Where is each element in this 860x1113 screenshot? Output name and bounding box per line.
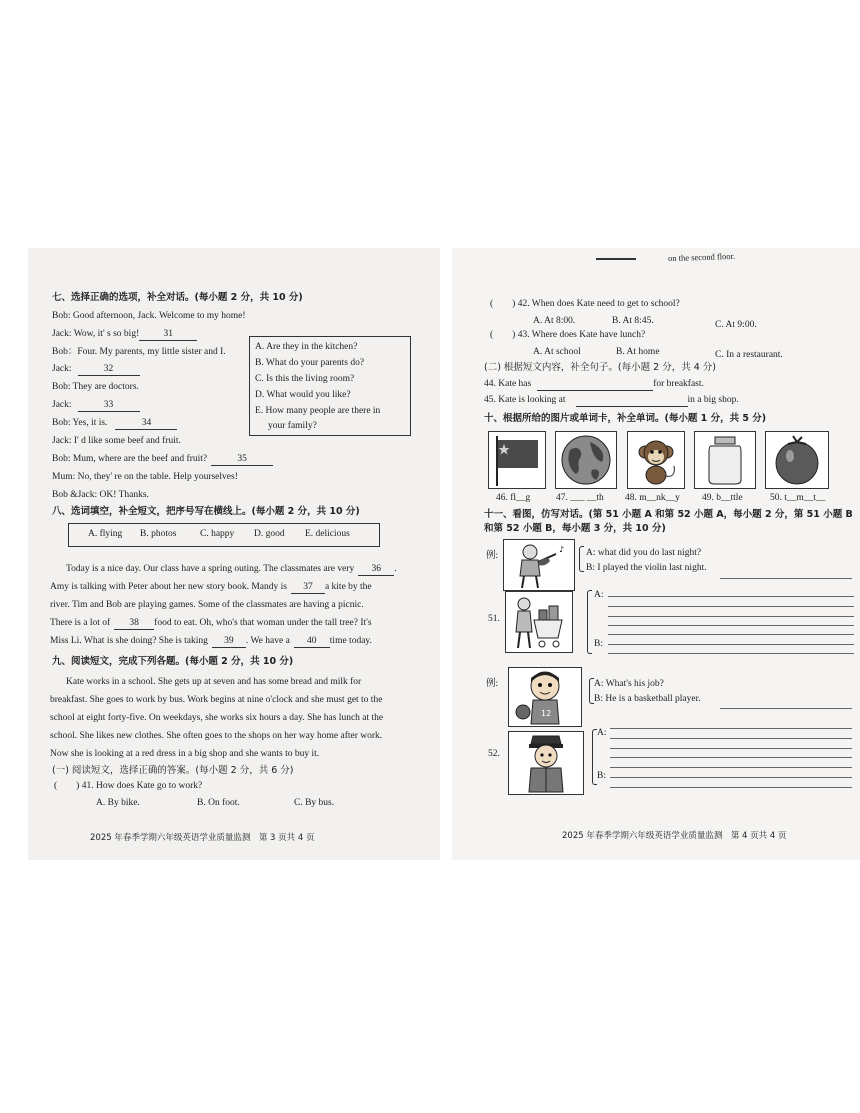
passage-line: school at eight forty-five. On weekdays, she works six hours a day. She has lunch at the bbox=[50, 713, 384, 723]
dialog-line: Bob: Good afternoon, Jack. Welcome to my home! bbox=[52, 311, 246, 321]
word-option: C. happy bbox=[200, 529, 235, 539]
dialog-line: Jack: Wow, it' s so big! 31 bbox=[52, 328, 197, 341]
q43-option-b[interactable]: B. At home bbox=[616, 347, 660, 357]
q51-b-label: B: bbox=[594, 639, 603, 649]
sub-section-1-title: (一) 阅读短文，选择正确的答案。(每小题 2 分，共 6 分) bbox=[52, 765, 294, 776]
word-47[interactable]: 47. ___ __th bbox=[556, 493, 604, 503]
answer-line[interactable] bbox=[610, 757, 852, 758]
answer-44-blank[interactable] bbox=[537, 378, 653, 391]
dialog-line: Bob：Four. My parents, my little sister and I. bbox=[52, 347, 226, 357]
passage-line: breakfast. She goes to work by bus. Work begins at nine o'clock and she must get to the bbox=[50, 695, 383, 705]
page-footer-right: 2025 年春季学期六年级英语学业质量监测 第 4 页共 4 页 bbox=[562, 831, 787, 841]
passage-line: Today is a nice day. Our class have a spring outing. The classmates are very 36 . bbox=[66, 564, 397, 574]
answer-line[interactable] bbox=[610, 728, 852, 729]
answer-45-blank[interactable] bbox=[576, 394, 688, 407]
flag-picture bbox=[488, 431, 546, 489]
section-7-title: 七、选择正确的选项，补全对话。(每小题 2 分，共 10 分) bbox=[52, 292, 303, 303]
tomato-picture bbox=[765, 431, 829, 489]
blank-37[interactable]: 37 bbox=[291, 581, 325, 594]
q41-option-a[interactable]: A. By bike. bbox=[96, 798, 140, 808]
word-option: A. flying bbox=[88, 529, 123, 539]
question-41: ( ) 41. How does Kate go to work? bbox=[54, 781, 203, 791]
passage-line: Now she is looking at a red dress in a big shop and she wants to buy it. bbox=[50, 749, 320, 759]
section-10-title: 十、根据所给的图片或单词卡，补全单词。(每小题 1 分，共 5 分) bbox=[484, 413, 767, 424]
question-42: ( ) 42. When does Kate need to get to school? bbox=[490, 299, 680, 309]
question-51-label: 51. bbox=[488, 614, 500, 624]
question-44: 44. Kate has for breakfast. bbox=[484, 379, 704, 389]
q41-option-b[interactable]: B. On foot. bbox=[197, 798, 240, 808]
example-2-b: B: He is a basketball player. bbox=[594, 694, 701, 704]
blank-33[interactable]: 33 bbox=[78, 399, 140, 412]
blank-31[interactable]: 31 bbox=[139, 328, 197, 341]
option-b: B. What do your parents do? bbox=[255, 358, 365, 368]
answer-line[interactable] bbox=[608, 644, 854, 645]
dialog-line: Bob: They are doctors. bbox=[52, 382, 139, 392]
answer-line[interactable] bbox=[610, 767, 852, 768]
answer-line[interactable] bbox=[608, 596, 854, 597]
word-option: B. photos bbox=[140, 529, 177, 539]
blank-38[interactable]: 38 bbox=[114, 617, 154, 630]
shopping-picture bbox=[505, 591, 573, 653]
passage-line: school. She likes new clothes. She often goes to the shops on her way home after work. bbox=[50, 731, 383, 741]
section-8-title: 八、选词填空，补全短文，把序号写在横线上。(每小题 2 分，共 10 分) bbox=[52, 506, 360, 517]
blank-34[interactable]: 34 bbox=[115, 417, 177, 430]
jar-picture bbox=[694, 431, 756, 489]
dialog-line: Jack: I' d like some beef and fruit. bbox=[52, 436, 181, 446]
page-footer-left: 2025 年春季学期六年级英语学业质量监测 第 3 页共 4 页 bbox=[90, 833, 315, 843]
basketball-player-picture bbox=[508, 667, 582, 727]
answer-line bbox=[720, 708, 852, 709]
word-50[interactable]: 50. t__m__t__ bbox=[770, 493, 826, 503]
answer-line[interactable] bbox=[610, 738, 852, 739]
dialog-line: Bob: Mum, where are the beef and fruit? 35 bbox=[52, 453, 273, 466]
brace bbox=[587, 590, 592, 654]
option-e-cont: your family? bbox=[268, 421, 317, 431]
q42-option-a[interactable]: A. At 8:00. bbox=[533, 316, 576, 326]
police-picture bbox=[508, 731, 584, 795]
answer-line[interactable] bbox=[608, 634, 854, 635]
dialog-line: Mum: No, they' re on the table. Help yourselves! bbox=[52, 472, 238, 482]
passage-line: Amy is talking with Peter about her new story book. Mandy is 37 a kite by the bbox=[50, 582, 372, 592]
example-label: 例: bbox=[486, 679, 499, 689]
q52-b-label: B: bbox=[597, 771, 606, 781]
passage-line: Kate works in a school. She gets up at seven and has some bread and milk for bbox=[66, 677, 362, 687]
option-d: D. What would you like? bbox=[255, 390, 351, 400]
blank-39[interactable]: 39 bbox=[212, 635, 246, 648]
dialog-line: Bob: Yes, it is. 34 bbox=[52, 417, 177, 430]
q42-option-b[interactable]: B. At 8:45. bbox=[612, 316, 654, 326]
passage-line: There is a lot of 38 food to eat. Oh, who's that woman under the tall tree? It's bbox=[50, 618, 372, 628]
earth-picture bbox=[555, 431, 617, 489]
answer-line bbox=[720, 578, 852, 579]
answer-line[interactable] bbox=[608, 616, 854, 617]
violin-boy-picture bbox=[503, 539, 575, 591]
question-45: 45. Kate is looking at in a big shop. bbox=[484, 395, 739, 405]
blank-36[interactable]: 36 bbox=[358, 563, 394, 576]
question-43: ( ) 43. Where does Kate have lunch? bbox=[490, 330, 646, 340]
section-11-title: 十一、看图，仿写对话。(第 51 小题 A 和第 52 小题 A，每小题 2 分，第 51 小题 B bbox=[484, 509, 853, 520]
example-2-a: A: What's his job? bbox=[594, 679, 664, 689]
blank-32[interactable]: 32 bbox=[78, 363, 140, 376]
word-46[interactable]: 46. fl__g bbox=[496, 493, 531, 503]
example-1-b: B: I played the violin last night. bbox=[586, 563, 707, 573]
brace bbox=[579, 546, 584, 572]
word-48[interactable]: 48. m__nk__y bbox=[625, 493, 680, 503]
dialog-line: Jack: 32 bbox=[52, 363, 140, 376]
monkey-picture bbox=[627, 431, 685, 489]
answer-line[interactable] bbox=[610, 777, 852, 778]
word-option: E. delicious bbox=[305, 529, 350, 539]
q42-option-c[interactable]: C. At 9:00. bbox=[715, 320, 757, 330]
section-9-title: 九、阅读短文，完成下列各题。(每小题 2 分，共 10 分) bbox=[52, 656, 294, 667]
example-label: 例: bbox=[486, 551, 499, 561]
section-11-title-cont: 和第 52 小题 B，每小题 3 分，共 10 分) bbox=[484, 523, 666, 534]
example-1-a: A: what did you do last night? bbox=[586, 548, 702, 558]
option-a: A. Are they in the kitchen? bbox=[255, 342, 358, 352]
svg-text:12: 12 bbox=[541, 709, 552, 718]
q41-option-c[interactable]: C. By bus. bbox=[294, 798, 335, 808]
question-52-label: 52. bbox=[488, 749, 500, 759]
svg-text:♪: ♪ bbox=[559, 545, 565, 554]
answer-line[interactable] bbox=[608, 625, 854, 626]
answer-line[interactable] bbox=[608, 606, 854, 607]
q43-option-a[interactable]: A. At school bbox=[533, 347, 581, 357]
blank-40[interactable]: 40 bbox=[294, 635, 330, 648]
q43-option-c[interactable]: C. In a restaurant. bbox=[715, 350, 783, 360]
passage-line: Miss Li. What is she doing? She is taking 39 . We have a 40 time today. bbox=[50, 636, 372, 646]
answer-line[interactable] bbox=[610, 787, 852, 788]
answer-line[interactable] bbox=[608, 653, 854, 654]
word-49[interactable]: 49. b__ttle bbox=[702, 493, 743, 503]
passage-line: river. Tim and Bob are playing games. Some of the classmates are having a picnic. bbox=[50, 600, 364, 610]
answer-line[interactable] bbox=[610, 748, 852, 749]
option-c: C. Is this the living room? bbox=[255, 374, 355, 384]
dialog-line: Bob &Jack: OK! Thanks. bbox=[52, 490, 149, 500]
blank-35[interactable]: 35 bbox=[211, 453, 273, 466]
sub-section-2-title: (二) 根据短文内容，补全句子。(每小题 2 分，共 4 分) bbox=[484, 362, 717, 373]
dialog-line: Jack: 33 bbox=[52, 399, 140, 412]
q52-a-label: A: bbox=[597, 728, 607, 738]
option-e: E. How many people are there in bbox=[255, 406, 381, 416]
q51-a-label: A: bbox=[594, 590, 604, 600]
word-option: D. good bbox=[254, 529, 285, 539]
top-fragment-text: on the second floor. bbox=[667, 250, 736, 264]
top-fragment-mark bbox=[596, 258, 636, 260]
